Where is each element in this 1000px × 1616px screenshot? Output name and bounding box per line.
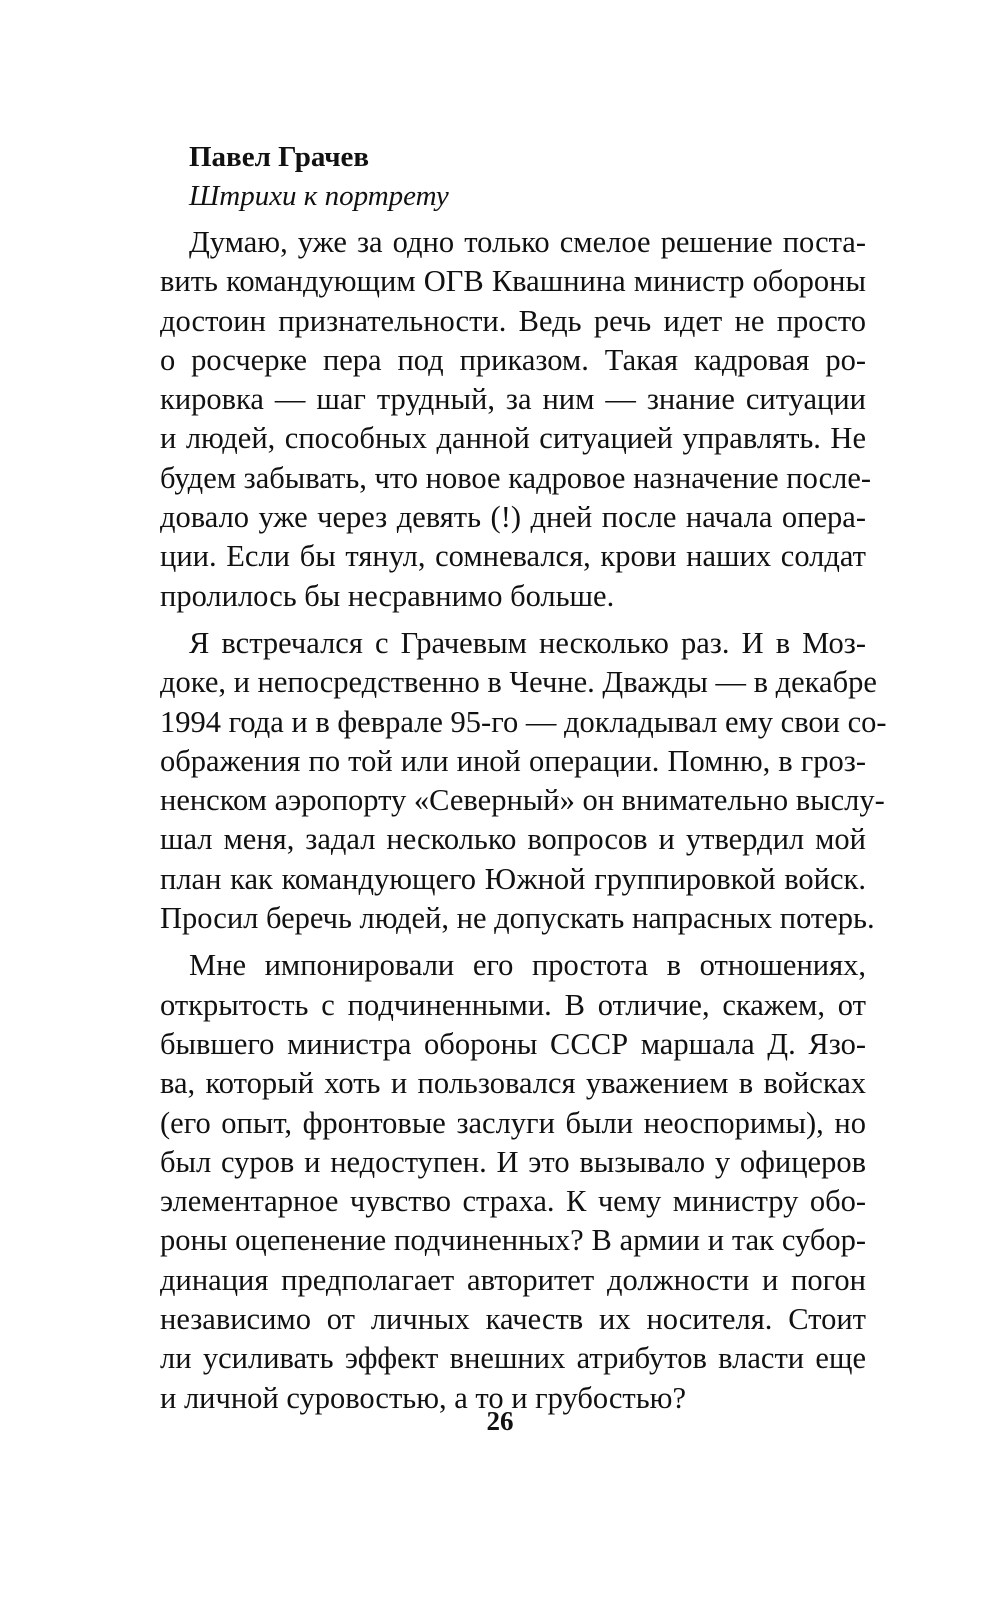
text-line: открытость с подчиненными. В отличие, скажем, от <box>160 987 866 1022</box>
text-line: ции. Если бы тянул, сомневался, крови наших солдат <box>160 539 866 574</box>
text-line: бывшего министра обороны СССР маршала Д. Язо- <box>160 1026 866 1061</box>
section-subtitle: Штрихи к портрету <box>189 180 449 212</box>
text-line: план как командующего Южной группировкой войск. <box>160 861 866 896</box>
text-line: о росчерке пера под приказом. Такая кадровая ро- <box>160 342 866 377</box>
text-line: 1994 года и в феврале 95-го — докладывал ему свои со- <box>160 704 887 739</box>
text-line: Я встречался с Грачевым несколько раз. И в Моз- <box>189 625 866 660</box>
body-text <box>160 223 887 1418</box>
text-line: Просил беречь людей, не допускать напрасных потерь. <box>160 901 875 936</box>
text-line: (его опыт, фронтовые заслуги были неоспоримы), но <box>160 1105 866 1140</box>
text-line: и личной суровостью, а то и грубостью? <box>160 1380 686 1415</box>
text-line: ва, который хоть и пользовался уважением в войсках <box>160 1066 866 1101</box>
text-line: будем забывать, что новое кадровое назначение после- <box>160 460 872 495</box>
text-line: кировка — шаг трудный, за ним — знание ситуации <box>160 382 866 417</box>
paragraph-1 <box>160 223 872 616</box>
text-line: ли усиливать эффект внешних атрибутов власти еще <box>160 1341 866 1376</box>
text-line: доке, и непосредственно в Чечне. Дважды — в декабре <box>160 665 877 700</box>
text-line: Мне импонировали его простота в отношениях, <box>189 948 866 983</box>
text-line: независимо от личных качеств их носителя. Стоит <box>160 1302 866 1337</box>
page-number: 26 <box>486 1406 514 1436</box>
text-line: ненском аэропорту «Северный» он внимательно выслу- <box>160 783 885 818</box>
text-line: динация предполагает авторитет должности и погон <box>160 1262 866 1297</box>
text-line: шал меня, задал несколько вопросов и утвердил мой <box>160 822 866 857</box>
text-line: роны оцепенение подчиненных? В армии и так субор- <box>160 1223 866 1258</box>
text-line: ображения по той или иной операции. Помню, в гроз- <box>160 743 866 778</box>
text-line: Думаю, уже за одно только смелое решение поста- <box>189 225 866 259</box>
text-line: был суров и недоступен. И это вызывало у офицеров <box>160 1144 866 1179</box>
section-title: Павел Грачев <box>189 141 370 173</box>
paragraph-3 <box>160 946 866 1418</box>
text-line: пролилось бы несравнимо больше. <box>160 578 615 613</box>
paragraph-2 <box>160 624 887 938</box>
text-line: и людей, способных данной ситуацией управлять. Не <box>160 421 866 456</box>
text-line: элементарное чувство страха. К чему министру обо- <box>160 1184 866 1219</box>
text-line: достоин признательности. Ведь речь идет не просто <box>160 303 866 338</box>
text-line: довало уже через девять (!) дней после начала опера- <box>160 500 866 535</box>
text-line: вить командующим ОГВ Квашнина министр обороны <box>160 264 866 299</box>
